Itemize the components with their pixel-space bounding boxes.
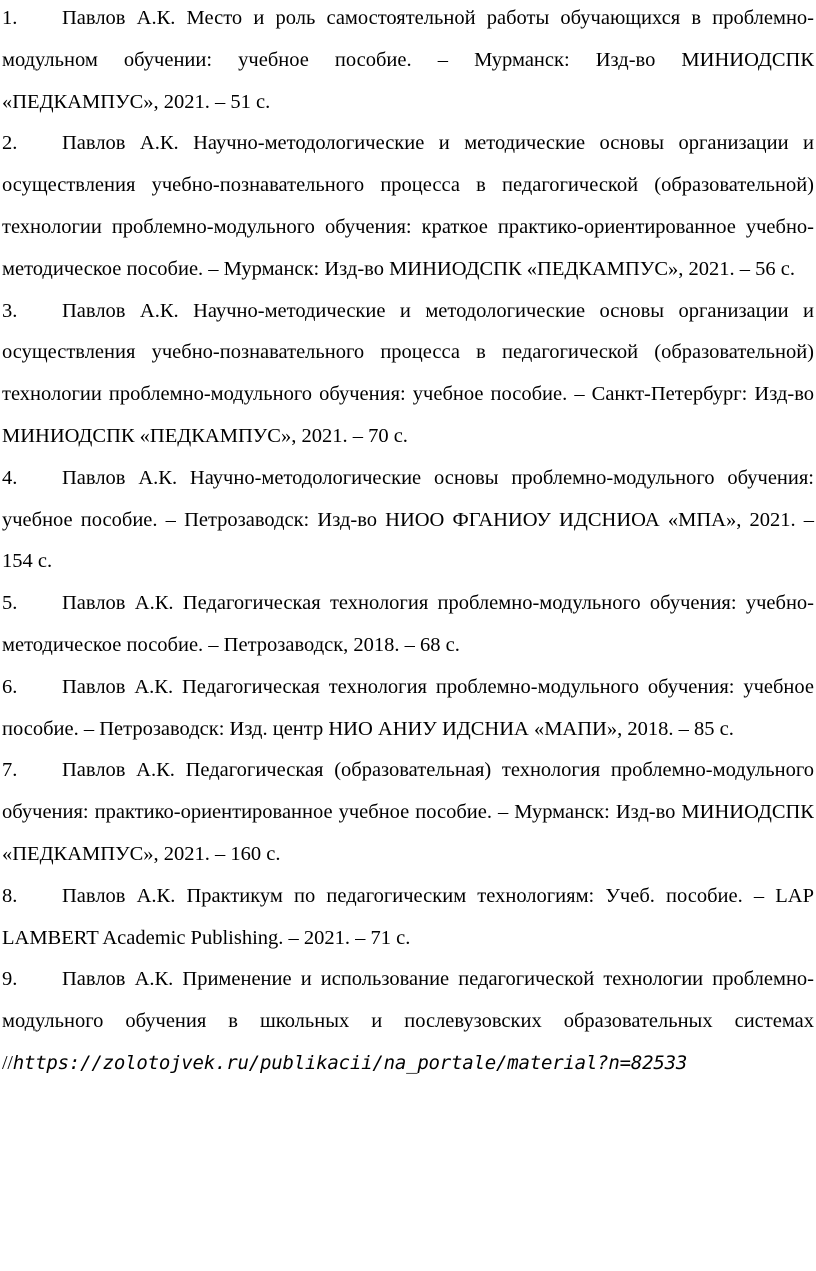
reference-item-5 <box>2 583 814 667</box>
reference-number: 8. <box>2 884 18 907</box>
reference-item-3 <box>2 291 814 458</box>
reference-number: 7. <box>2 759 18 782</box>
reference-number: 2. <box>2 132 18 155</box>
reference-item-6 <box>2 667 814 751</box>
reference-text: Павлов А.К. Научно-методологические и методические основы организации и осуществления учебно-познавательного процесса в педагогической (образовательной) технологии проблемно-модульного обучения: краткое практико-ориентированное учебно-методическое пособие. – Мурманск: Изд-во МИНИОДСПК «ПЕДКАМПУС», 2021. – 56 с. <box>2 132 814 280</box>
reference-item-7 <box>2 750 814 875</box>
reference-item-8 <box>2 876 814 960</box>
reference-text: Павлов А.К. Педагогическая технология проблемно-модульного обучения: учебно-методическое пособие. – Петрозаводск, 2018. – 68 с. <box>2 592 814 656</box>
reference-text: Павлов А.К. Научно-методические и методологические основы организации и осуществления учебно-познавательного процесса в педагогической (образовательной) технологии проблемно-модульного обучения: учебное пособие. – Санкт-Петербург: Изд-во МИНИОДСПК «ПЕДКАМПУС», 2021. – 70 с. <box>2 299 814 447</box>
reference-item-1 <box>2 0 814 123</box>
reference-text: Павлов А.К. Педагогическая (образовательная) технология проблемно-модульного обучения: практико-ориентированное учебное пособие. – Мурманск: Изд-во МИНИОДСПК «ПЕДКАМПУС», 2021. – 160 с. <box>2 759 814 865</box>
reference-url-line <box>2 1043 814 1085</box>
reference-number: 5. <box>2 592 18 615</box>
reference-number: 1. <box>2 7 18 29</box>
reference-text: Павлов А.К. Практикум по педагогическим технологиям: Учеб. пособие. – LAP LAMBERT Academic Publishing. – 2021. – 71 с. <box>2 884 814 949</box>
reference-number: 9. <box>2 968 18 991</box>
reference-url-link[interactable]: https://zolotojvek.ru/publikacii/na_portale/material?n=82533 <box>12 1051 688 1074</box>
reference-list <box>2 0 814 1085</box>
reference-text: Павлов А.К. Место и роль самостоятельной работы обучающихся в проблемно-модульном обучении: учебное пособие. – Мурманск: Изд-во МИНИОДСПК «ПЕДКАМПУС», 2021. – 51 с. <box>2 7 814 113</box>
reference-item-4 <box>2 458 814 583</box>
reference-item-2 <box>2 123 814 290</box>
reference-text: Павлов А.К. Педагогическая технология проблемно-модульного обучения: учебное пособие. – Петрозаводск: Изд. центр НИО АНИУ ИДСНИА «МАПИ», 2018. – 85 с. <box>2 675 814 740</box>
reference-number: 4. <box>2 466 18 489</box>
url-prefix: // <box>2 1051 13 1074</box>
reference-number: 3. <box>2 299 18 322</box>
reference-text: Павлов А.К. Применение и использование педагогической технологии проблемно-модульного обучения в школьных и послевузовских образовательных системах <box>2 968 814 1033</box>
reference-item-9 <box>2 959 814 1043</box>
reference-text: Павлов А.К. Научно-методологические основы проблемно-модульного обучения: учебное пособие. – Петрозаводск: Изд-во НИОО ФГАНИОУ ИДСНИОА «МПА», 2021. – 154 с. <box>2 466 814 573</box>
reference-number: 6. <box>2 675 18 698</box>
